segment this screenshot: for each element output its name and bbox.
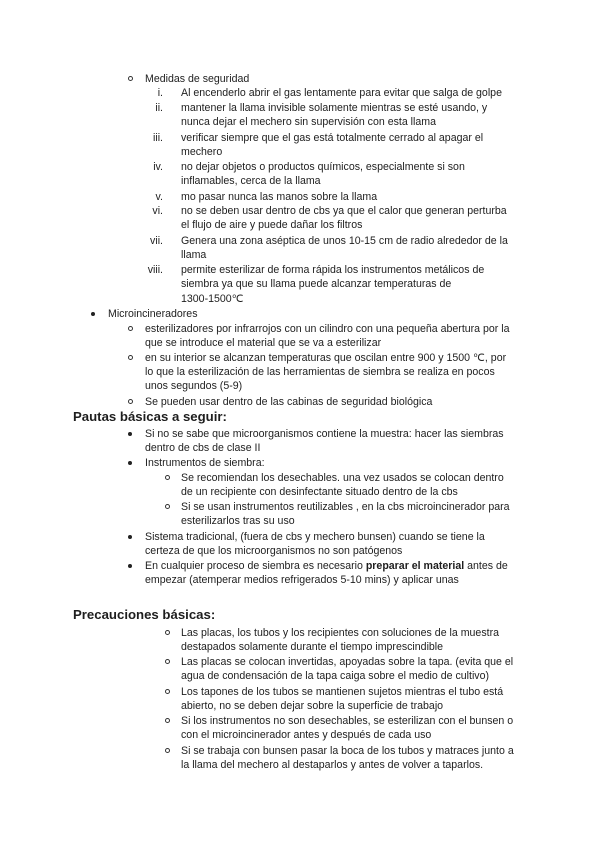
roman-marker: i.	[157, 87, 163, 99]
text-run: En cualquier proceso de siembra es necesario	[145, 560, 366, 572]
hollow-bullet-icon	[165, 718, 170, 723]
list-item-line: unos segundos (5-9)	[145, 380, 243, 392]
list-item-line: dentro de cbs de clase II	[145, 442, 261, 454]
measure-line: siembra ya que su llama puede alcanzar temperaturas de	[181, 278, 452, 290]
measure-line: mo pasar nunca las manos sobre la llama	[181, 191, 378, 203]
list-item-line: destapados solamente durante el tiempo imprescindible	[181, 641, 444, 653]
hollow-bullet-icon	[165, 504, 170, 509]
list-item-line: Las placas se colocan invertidas, apoyadas sobre la tapa. (evita que el	[181, 656, 514, 668]
section-heading-pautas: Pautas básicas a seguir:	[73, 409, 227, 424]
list-item-line: con el microincinerador antes y después de cada uso	[181, 729, 432, 741]
hollow-bullet-icon	[165, 689, 170, 694]
section-heading-precauciones: Precauciones básicas:	[73, 607, 216, 622]
list-item-line: Si se trabaja con bunsen pasar la boca de los tubos y matraces junto a	[181, 745, 514, 757]
measure-line: 1300-1500℃	[181, 293, 244, 305]
list-item-line: de un recipiente con desinfectante situado dentro de la cbs	[181, 486, 458, 498]
bullet-icon	[128, 535, 132, 539]
hollow-bullet-icon	[128, 399, 133, 404]
measure-line: el flujo de aire y puede dañar los filtros	[181, 219, 363, 231]
text-run: antes de	[464, 560, 508, 572]
list-item-line: Se recomiendan los desechables. una vez usados se colocan dentro	[181, 472, 504, 484]
list-item-line: en su interior se alcanzan temperaturas que oscilan entre 900 y 1500 ℃, por	[145, 352, 507, 364]
roman-marker: ii.	[155, 102, 163, 114]
hollow-bullet-icon	[165, 475, 170, 480]
list-item-line: agua de condensación de la tapa caiga sobre el medio de cultivo)	[181, 670, 490, 682]
measure-line: Al encenderlo abrir el gas lentamente para evitar que salga de golpe	[181, 87, 502, 99]
hollow-bullet-icon	[128, 355, 133, 360]
list-item-line: Los tapones de los tubos se mantienen sujetos mientras el tubo está	[181, 686, 504, 698]
bullet-icon	[128, 564, 132, 568]
measure-line: no dejar objetos o productos químicos, especialmente si son	[181, 161, 465, 173]
list-item-label: Instrumentos de siembra:	[145, 457, 265, 469]
list-item-line: Sistema tradicional, (fuera de cbs y mechero bunsen) cuando se tiene la	[145, 531, 485, 543]
list-item-line: Las placas, los tubos y los recipientes con soluciones de la muestra	[181, 627, 499, 639]
measure-line: no se deben usar dentro de cbs ya que el calor que generan perturba	[181, 205, 507, 217]
list-item-line: esterilizarlos tras su uso	[181, 515, 295, 527]
roman-marker: viii.	[147, 264, 163, 276]
roman-marker: iv.	[153, 161, 163, 173]
list-item-line: abierto, no se deben dejar sobre la superficie de trabajo	[181, 700, 444, 712]
list-item-line: lo que la esterilización de las herramientas de siembra se realiza en pocos	[145, 366, 495, 378]
bullet-icon	[91, 312, 95, 316]
measure-line: nunca dejar el mechero sin supervisión con esta llama	[181, 116, 436, 128]
measure-line: inflamables, cerca de la llama	[181, 175, 321, 187]
bullet-icon	[128, 432, 132, 436]
hollow-bullet-icon	[165, 630, 170, 635]
measure-line: verificar siempre que el gas está totalmente cerrado al apagar el	[181, 132, 484, 144]
list-item-line: que se introduce el material que se va a esterilizar	[145, 337, 382, 349]
hollow-bullet-icon	[165, 659, 170, 664]
sub-item-label: Medidas de seguridad	[145, 73, 250, 85]
list-item-line: esterilizadores por infrarrojos con un cilindro con una pequeña abertura por la	[145, 323, 510, 335]
roman-marker: vii.	[150, 235, 163, 247]
list-item-line: Se pueden usar dentro de las cabinas de seguridad biológica	[145, 396, 433, 408]
list-item-label: Microincineradores	[108, 308, 198, 320]
measure-line: permite esterilizar de forma rápida los instrumentos metálicos de	[181, 264, 485, 276]
measure-line: mantener la llama invisible solamente mientras se esté usando, y	[181, 102, 488, 114]
bullet-icon	[128, 461, 132, 465]
hollow-bullet-icon	[165, 748, 170, 753]
measure-line: mechero	[181, 146, 223, 158]
hollow-bullet-icon	[128, 326, 133, 331]
list-item-line: Si no se sabe que microorganismos contiene la muestra: hacer las siembras	[145, 428, 504, 440]
hollow-bullet-icon	[128, 76, 133, 81]
roman-marker: iii.	[152, 132, 163, 144]
list-item-line: la llama del mechero al destaparlos y antes de volver a taparlos.	[181, 759, 484, 771]
roman-marker: v.	[155, 191, 163, 203]
list-item-line	[145, 559, 508, 573]
measure-line: llama	[181, 249, 207, 261]
list-item-line: empezar (atemperar medios refrigerados 5-10 mins) y aplicar unas	[145, 574, 459, 586]
measure-line: Genera una zona aséptica de unos 10-15 cm de radio alrededor de la	[181, 235, 508, 247]
list-item-line: Si se usan instrumentos reutilizables , en la cbs microincinerador para	[181, 501, 510, 513]
list-item-line: Si los instrumentos no son desechables, se esterilizan con el bunsen o	[181, 715, 514, 727]
list-item-line: certeza de que los microorganismos no son patógenos	[145, 545, 403, 557]
bold-text: preparar el material	[365, 560, 465, 572]
roman-marker: vi.	[152, 205, 163, 217]
